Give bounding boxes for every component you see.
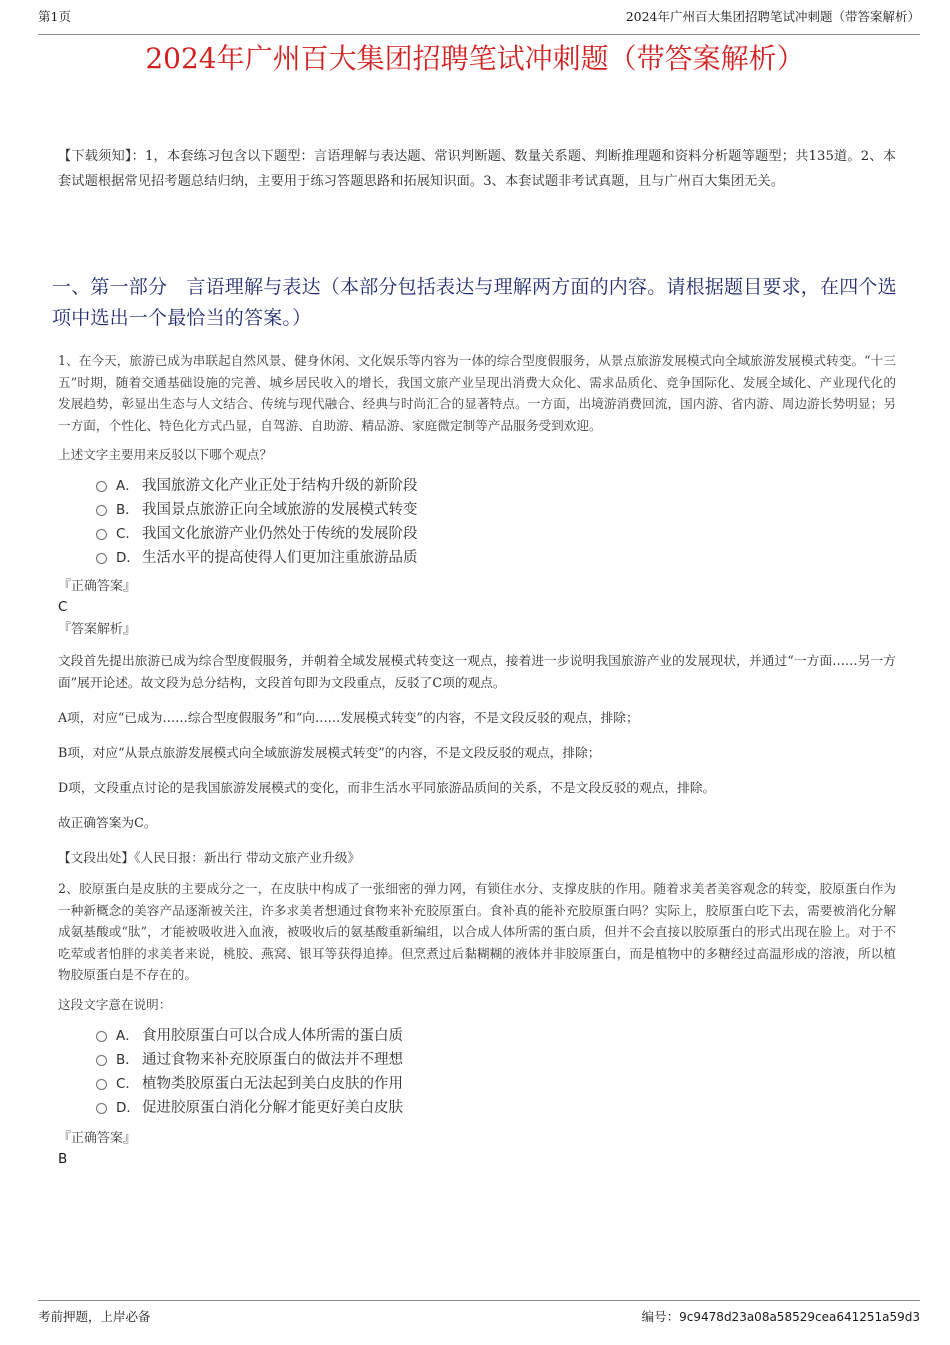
option-list [58, 474, 896, 570]
radio-button-icon[interactable] [96, 505, 107, 516]
page-title: 2024年广州百大集团招聘笔试冲刺题（带答案解析） [145, 42, 805, 75]
question-2-answer-block [58, 1128, 896, 1169]
footer-slogan: 考前押题，上岸必备 [38, 1309, 151, 1324]
section-heading: 一、第一部分 言语理解与表达（本部分包括表达与理解两方面的内容。请根据题目要求，在四个选项中选出一个最恰当的答案。） [52, 276, 897, 329]
option-list [58, 1024, 896, 1120]
option-letter: D． [116, 550, 140, 566]
option-a[interactable] [58, 474, 896, 498]
running-header-title: 2024年广州百大集团招聘笔试冲刺题（带答案解析） [625, 9, 920, 24]
option-b[interactable] [58, 498, 896, 522]
option-letter: A． [116, 1028, 139, 1044]
option-text: 我国文化旅游产业仍然处于传统的发展阶段 [142, 526, 418, 542]
option-letter: C． [116, 526, 139, 542]
option-text: 生活水平的提高使得人们更加注重旅游品质 [142, 550, 418, 566]
download-notice: 【下载须知】：1，本套练习包含以下题型：言语理解与表达题、常识判断题、数量关系题、判断推理题和资料分析题等题型；共135道。2、本套试题根据常见招考题总结归纳，主要用于练习答题思路和拓展知识面。3、本套试题非考试真题，且与广州百大集团无关。 [58, 149, 896, 189]
radio-button-icon[interactable] [96, 1055, 107, 1066]
radio-button-icon[interactable] [96, 529, 107, 540]
question-prompt-text: 上述文字主要用来反驳以下哪个观点？ [58, 447, 273, 462]
radio-button-icon[interactable] [96, 1079, 107, 1090]
option-letter: D． [116, 1100, 140, 1116]
analysis-paragraph-b: B项，对应“从景点旅游发展模式向全域旅游发展模式转变”的内容，不是文段反驳的观点，排除； [58, 745, 601, 760]
analysis-label: 『答案解析』 [58, 622, 137, 637]
analysis-paragraph-a: A项，对应“已成为……综合型度假服务”和“向……发展模式转变”的内容，不是文段反驳的观点，排除； [58, 710, 639, 725]
footer-code [642, 1307, 920, 1327]
option-text: 我国旅游文化产业正处于结构升级的新阶段 [142, 478, 418, 494]
question-2-stem [58, 878, 896, 986]
radio-button-icon[interactable] [96, 1103, 107, 1114]
radio-button-icon[interactable] [96, 1031, 107, 1042]
correct-answer-label: 『正确答案』 [58, 579, 137, 594]
option-letter: C． [116, 1076, 139, 1092]
correct-answer-label: 『正确答案』 [58, 1131, 137, 1146]
correct-answer-value: C [58, 599, 68, 615]
option-c[interactable] [58, 522, 896, 546]
question-1-prompt [58, 444, 896, 465]
passage-source: 【文段出处】《人民日报：新出行 带动文旅产业升级》 [58, 850, 361, 865]
radio-button-icon[interactable] [96, 553, 107, 564]
analysis-paragraph-main: 文段首先提出旅游已成为综合型度假服务，并朝着全域发展模式转变这一观点，接着进一步说明我国旅游产业的发展现状，并通过“一方面……另一方面”展开论述。故文段为总分结构，文段首句即为文段重点，反驳了C项的观点。 [58, 653, 896, 690]
question-1-analysis [58, 650, 896, 869]
option-b[interactable] [58, 1048, 896, 1072]
question-1-stem [58, 350, 896, 436]
question-stem-text: 1、在今天，旅游已成为串联起自然风景、健身休闲、文化娱乐等内容为一体的综合型度假服务，从景点旅游发展模式向全域旅游发展模式转变。“十三五”时期，随着交通基础设施的完善、城乡居民收入的增长，我国文旅产业呈现出消费大众化、需求品质化、竞争国际化、发展全域化、产业现代化的发展趋势，彰显出生态与人文结合、传统与现代融合、经典与时尚汇合的显著特点。一方面，出境游消费回流，国内游、省内游、周边游长势明显；另一方面，个性化、特色化方式凸显，自驾游、自助游、精品游、家庭微定制等产品服务受到欢迎。 [58, 353, 896, 433]
question-2-prompt [58, 994, 896, 1015]
option-c[interactable] [58, 1072, 896, 1096]
option-d[interactable] [58, 1096, 896, 1120]
question-1-options [58, 474, 896, 570]
option-text: 通过食物来补充胶原蛋白的做法并不理想 [142, 1052, 403, 1068]
footer-code-label: 编号： [641, 1309, 680, 1324]
footer-code-value: 9c9478d23a08a58529cea641251a59d3 [679, 1310, 920, 1324]
option-text: 促进胶原蛋白消化分解才能更好美白皮肤 [142, 1100, 403, 1116]
option-text: 植物类胶原蛋白无法起到美白皮肤的作用 [142, 1076, 403, 1092]
question-prompt-text: 这段文字意在说明： [58, 997, 172, 1012]
page-number-marker: 第1页 [38, 9, 71, 24]
analysis-conclusion: 故正确答案为C。 [58, 815, 157, 830]
correct-answer-value: B [58, 1151, 68, 1167]
option-text: 我国景点旅游正向全域旅游的发展模式转变 [142, 502, 418, 518]
running-footer [38, 1300, 920, 1327]
analysis-paragraph-d: D项，文段重点讨论的是我国旅游发展模式的变化，而非生活水平同旅游品质间的关系，不是文段反驳的观点，排除。 [58, 780, 716, 795]
option-letter: B． [116, 1052, 139, 1068]
question-stem-text: 2、胶原蛋白是皮肤的主要成分之一，在皮肤中构成了一张细密的弹力网，有锁住水分、支撑皮肤的作用。随着求美者美容观念的转变，胶原蛋白作为一种新概念的美容产品逐渐被关注，许多求美者想通过食物来补充胶原蛋白。食补真的能补充胶原蛋白吗？实际上，胶原蛋白吃下去，需要被消化分解成氨基酸或“肽”，才能被吸收进入血液，被吸收后的氨基酸重新编组，以合成人体所需的蛋白质，但并不会直接以胶原蛋白的形式出现在脸上。对于不吃荤或者怕胖的求美者来说，桃胶、燕窝、银耳等获得追捧。但烹煮过后黏糊糊的液体并非胶原蛋白，而是植物中的多糖经过高温形成的溶液，所以植物胶原蛋白是不存在的。 [58, 881, 896, 982]
radio-button-icon[interactable] [96, 481, 107, 492]
option-letter: A． [116, 478, 139, 494]
option-text: 食用胶原蛋白可以合成人体所需的蛋白质 [142, 1028, 403, 1044]
option-a[interactable] [58, 1024, 896, 1048]
question-2-options [58, 1024, 896, 1120]
option-d[interactable] [58, 546, 896, 570]
option-letter: B． [116, 502, 139, 518]
question-1-answer-block [58, 576, 896, 640]
running-header [38, 8, 920, 35]
